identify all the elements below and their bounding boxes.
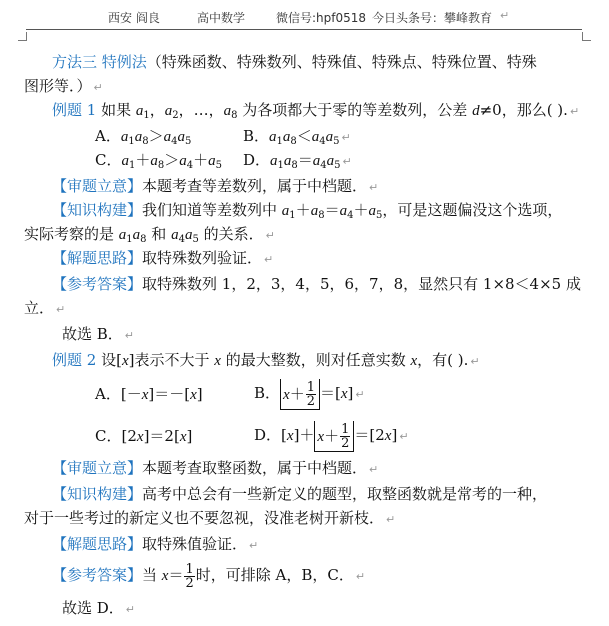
example1-knowledge: 【知识构建】我们知道等差数列中 $a_1+a_8=a_4+a_5$，可是这题偏没这个选项， — [52, 201, 563, 221]
example2-option-b: B． x＋ $\frac{1}{2}$ ＝[x] ↵ — [254, 380, 365, 409]
method-heading-cont: 图形等．） ↵ — [24, 77, 103, 95]
crop-mark-right-icon — [582, 32, 591, 41]
example2-option-a: A．[－x]＝－[x] — [95, 385, 203, 403]
example2-answer: 【参考答案】当 x＝ $\frac{1}{2}$ 时，可排除 A，B，C． ↵ — [52, 561, 366, 591]
example2-knowledge: 【知识构建】高考中总会有一些新定义的题型，取整函数就是常考的一种， — [52, 485, 548, 503]
example2-option-d: D．[x]＋ x＋ $\frac{1}{2}$ ＝[2x] ↵ — [254, 422, 409, 451]
example2-choose: 故选 D． ↵ — [62, 599, 136, 617]
example2-knowledge-cont: 对于一些考过的新定义也不要忽视，没准老树开新枝． ↵ — [24, 509, 396, 527]
page-header — [0, 9, 609, 27]
example2-audit: 【审题立意】本题考查取整函数，属于中档题． ↵ — [52, 459, 379, 477]
example1-question: 例题 1 如果 $a_1$，$a_2$，…，$a_8$ 为各项都大于零的等差数列，公差 d≠0，那么( ). ↵ — [52, 101, 580, 121]
header-toutiao: 今日头条号：攀峰教育 — [372, 11, 493, 25]
crop-mark-left-icon — [18, 32, 27, 41]
example1-option-c: C．$a_1+a_8>a_4+a_5$ — [95, 151, 223, 171]
example1-option-a: A．$a_1a_8>a_4a_5$ — [95, 127, 192, 147]
example1-choose: 故选 B． ↵ — [62, 325, 135, 343]
header-rule — [26, 29, 582, 30]
example1-answer: 【参考答案】取特殊数列 1，2，3，4，5，6，7，8，显然只有 1×8＜4×5 成 — [52, 275, 581, 293]
example1-answer-cont: 立． ↵ — [24, 299, 66, 317]
example1-audit: 【审题立意】本题考查等差数列，属于中档题． ↵ — [52, 177, 379, 195]
header-wechat: 微信号:hpf0518 — [276, 11, 367, 25]
paragraph-mark-icon: ↵ — [500, 9, 510, 22]
example1-option-b: B．$a_1a_8<a_4a_5$ ↵ — [243, 127, 351, 147]
header-location: 西安 阎良 — [108, 11, 160, 25]
example1-idea: 【解题思路】取特殊数列验证． ↵ — [52, 249, 274, 267]
header-subject: 高中数学 — [197, 11, 246, 25]
method-heading: 方法三 特例法（特殊函数、特殊数列、特殊值、特殊点、特殊位置、特殊 — [52, 53, 537, 71]
example2-question: 例题 2 设[x]表示不大于 x 的最大整数，则对任意实数 x，有( ). ↵ — [52, 351, 480, 369]
example1-option-d: D．$a_1a_8=a_4a_5$ ↵ — [243, 151, 352, 171]
example1-knowledge-cont: 实际考察的是 $a_1a_8$ 和 $a_4a_5$ 的关系． ↵ — [24, 225, 275, 245]
example2-idea: 【解题思路】取特殊值验证． ↵ — [52, 535, 259, 553]
example2-option-c: C．[2x]＝2[x] — [95, 427, 193, 445]
